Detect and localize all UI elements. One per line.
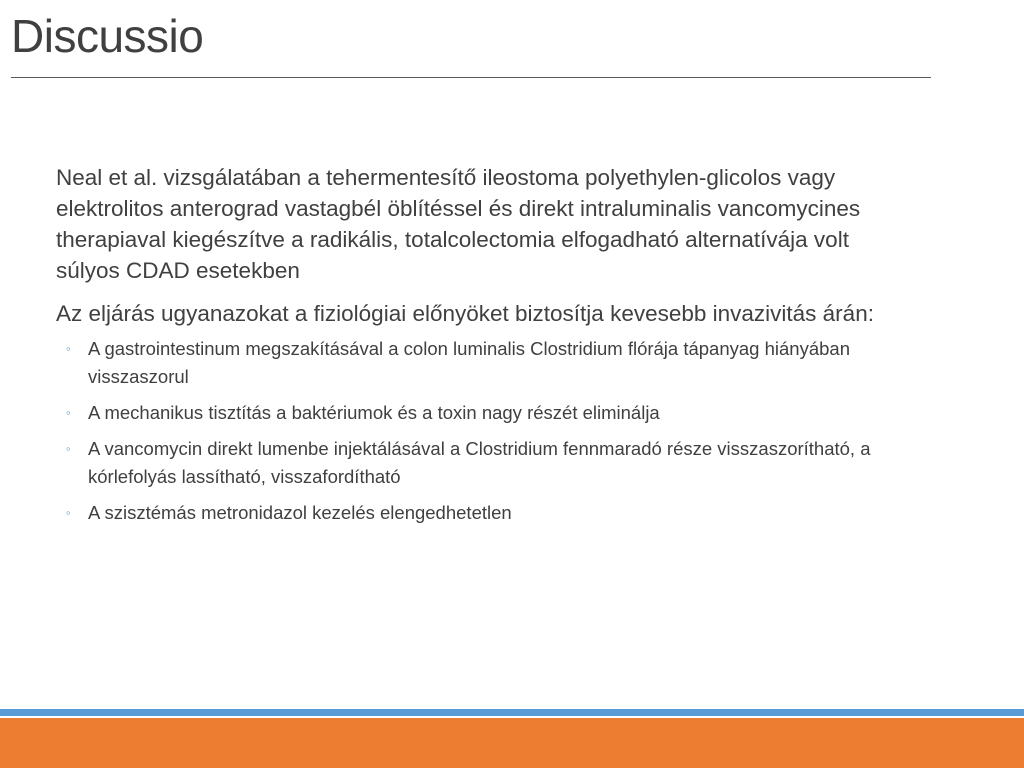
- footer-orange-band: [0, 718, 1024, 768]
- circle-bullet-icon: ◦: [66, 441, 71, 456]
- list-item-text: A mechanikus tisztítás a baktériumok és a toxin nagy részét eliminálja: [88, 402, 660, 423]
- list-item-text: A vancomycin direkt lumenbe injektálásával a Clostridium fennmaradó része visszaszorítható, a kórlefolyás lassítható, visszafordítható: [88, 438, 871, 487]
- circle-bullet-icon: ◦: [66, 505, 71, 520]
- footer-blue-stripe: [0, 709, 1024, 716]
- circle-bullet-icon: ◦: [66, 405, 71, 420]
- list-item: [56, 335, 896, 391]
- paragraph-procedure-benefits: Az eljárás ugyanazokat a fiziológiai előnyöket biztosítja kevesebb invazivitás árán:: [56, 301, 874, 326]
- slide-content: [56, 162, 896, 535]
- circle-bullet-icon: ◦: [66, 341, 71, 356]
- slide-title: Discussio: [11, 10, 204, 62]
- title-divider: [11, 77, 931, 78]
- list-item-text: A gastrointestinum megszakításával a colon luminalis Clostridium flórája tápanyag hiányában visszaszorul: [88, 338, 850, 387]
- paragraph-neal-study: Neal et al. vizsgálatában a tehermentesítő ileostoma polyethylen-glicolos vagy elektrolitos anterograd vastagbél öblítéssel és direkt intraluminalis vancomycines therapiaval kiegészítve a radikális, totalcolectomia elfogadható alternatívája volt súlyos CDAD esetekben: [56, 165, 861, 283]
- list-item: [56, 399, 896, 427]
- benefits-list: [56, 335, 896, 527]
- list-item: [56, 499, 896, 527]
- list-item-text: A szisztémás metronidazol kezelés elengedhetetlen: [88, 502, 512, 523]
- list-item: [56, 435, 896, 491]
